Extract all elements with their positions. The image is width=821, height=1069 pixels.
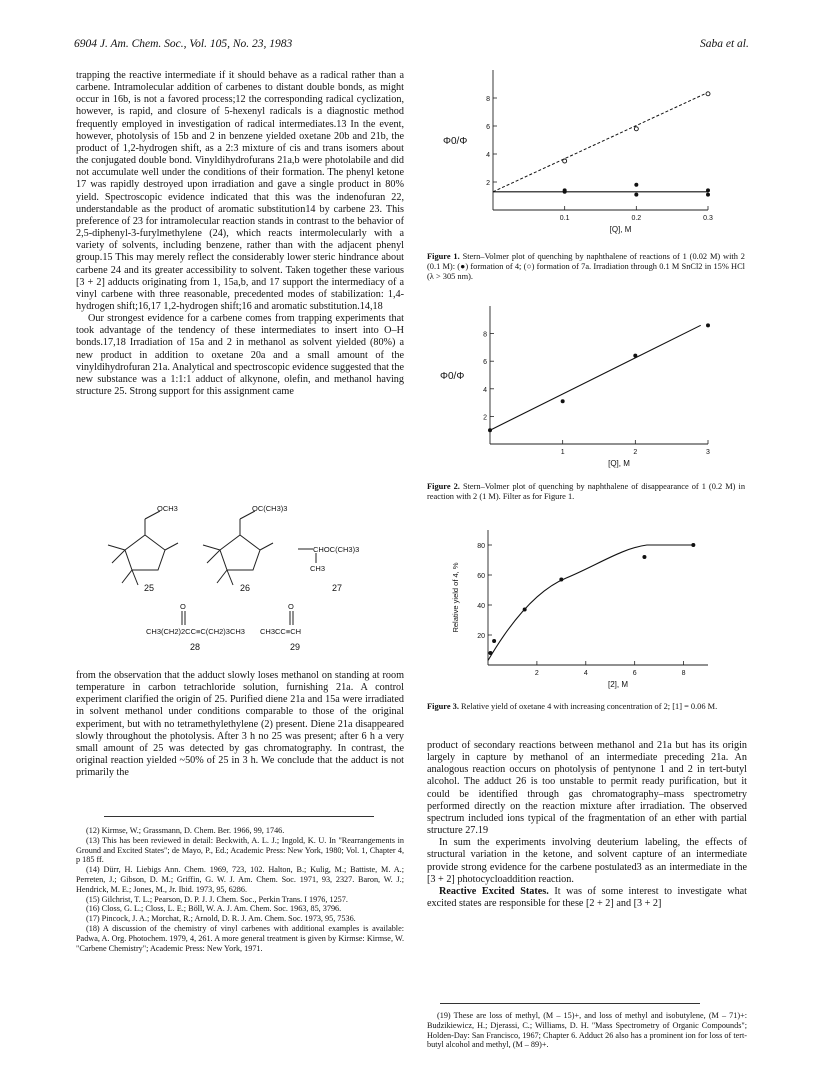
footnote: (12) Kirmse, W.; Grassmann, D. Chem. Ber. 1966, 99, 1746. [86, 826, 285, 835]
right-footnotes [427, 1011, 747, 1050]
left-footnotes [76, 826, 404, 953]
figure-3-caption [427, 702, 745, 712]
data-point [523, 608, 527, 612]
footnote: (16) Closs, G. L.; Closs, L. E.; Böll, W. A. J. Am. Chem. Soc. 1963, 85, 3796. [86, 904, 342, 914]
footnote: (18) A discussion of the chemistry of vinyl carbenes with additional examples is available: Padwa, A. Org. Photochem. 1979, 4, 261. A more general treatment is given by Kirmse: Kirmse, W. "Carbene Chemistry"; Academic Press: New York, 1971. [76, 923, 404, 953]
paragraph: Our strongest evidence for a carbene comes from trapping experiments that took advantage of the tendency of these intermediates to insert into O–H bonds.17,18 Irradiation of 15a and 2 in methanol as solvent yielded (80%) a new product in addition to oxetane 20a and a small amount of the vinyldihydrofuran 21a. Analytical and spectroscopic evidence suggested that the new substance was a 1:1:1 adduct of alkynone, olefin, and methanol having structure 25. Strong support for this assignment came [76, 313, 404, 398]
figure-1-caption-text: Stern–Volmer plot of quenching by naphthalene of reactions of 1 (0.02 M) with 2 (0.1 M): (●) formation of 4; (○) formation of 7a. Irradiation through 0.1 M SnCl2 in 15% HCl (λ > 305 nm). [427, 252, 745, 281]
paragraph: from the observation that the adduct slowly loses methanol on standing at room temperature in carbon tetrachloride solution, furnishing 21a. A control experiment clarified the origin of 25. Purified diene 21a and 15a were irradiated in solvent methanol under conditions comparable to those of the original experiment, but with no tetramethylethylene (2) present. Diene 21a disappeared slowly throughout the photolysis. After 3 h no 25 was present; after 6 h a very small amount of 25 was detected by gas chromatography. In contrast, the original reaction yielded ~50% of 25 in 3 h. We conclude that the adduct is not primarily the [76, 670, 404, 779]
data-point [706, 323, 710, 327]
fit-line [490, 325, 701, 430]
paragraph: product of secondary reactions between methanol and 21a but has its origin largely in capture by methanol of an intermediate preceding 21a. An analogous reaction occurs on photolysis of pentynone 1 and 2 in tert-butyl alcohol. The adduct 26 is too unstable to permit ready purification, but it could be identified through gas chromatography–mass spectrometry performed directly on the reaction mixture after irradiation. The observed spectrum included ions typical of the fragmentation of an ether with partial structure 27.19 [427, 740, 747, 837]
x-tick-label: 0.3 [703, 215, 713, 222]
figure-2-caption-text: Stern–Volmer plot of quenching by naphthalene of disappearance of 1 (0.2 M) in reaction with 2 (1 M). Filter as for Figure 1. [427, 482, 746, 501]
formula-29: CH3CC≡CH [260, 627, 302, 636]
data-point-filled [706, 193, 710, 197]
data-point-filled [563, 190, 567, 194]
y-tick-label: 80 [477, 543, 485, 550]
figure-2-label: Figure 2. [427, 482, 460, 491]
x-axis-label: [Q], M [608, 459, 630, 468]
y-axis-label: Φ0/Φ [440, 371, 465, 382]
x-tick-label: 2 [633, 449, 638, 456]
substituent-27-methyl: CH3 [310, 564, 326, 573]
y-tick-label: 2 [486, 180, 490, 187]
data-point [492, 639, 496, 643]
x-tick-label: 0.1 [559, 215, 570, 222]
data-point [559, 578, 563, 582]
figure-2-plot [420, 296, 730, 478]
data-point [642, 555, 646, 559]
left-column-text [76, 70, 404, 398]
x-axis-label: [2], M [607, 680, 629, 689]
paragraph [427, 886, 747, 910]
figure-3-plot [420, 520, 730, 700]
y-tick-label: 4 [483, 386, 487, 394]
paragraph: trapping the reactive intermediate if it should behave as a radical rather than a carbene. Intramolecular addition of carbenes to distant double bonds, as might occur in 16b, is not a favored process;12 the corresponding radical cyclization, however, is rapid, and closure of 5-hexenyl radicals is a diagnostic method frequently employed in investigation of radical intermediates.13 In the event, however, photolysis of 15b and 2 in benzene yielded oxetane 20b and 21b, the product of 1,2-hydrogen shift, as a 2:3 mixture of cis and trans isomers about the conjugated double bond. Vinyldihydrofurans 21a,b were photolabile and did not accumulate well under the conditions of their formation. The phenyl ketone 17 was rapidly destroyed upon irradiation and gave a single product in 80% yield. Spectroscopic evidence indicated that this was the indenofuran 22, understandable as the product of aromatic substitution14 by carbene 23. This preference of 23 for intramolecular reaction stands in contrast to the behavior of 2,5-diphenyl-3-furylmethylene (24), which reacts intermolecularly with a variety of solvents, including benzene, rather than with the adjacent phenyl group.15 This may merely reflect the considerably lower steric hindrance about carbene 24 and its greater accessibility to solvent. Taken together these various [3 + 2] adducts originating from 1, 15a,b, and 17 support the intermediacy of a vinyl carbene with three reasonable, precedented modes of stabilization: 1,4-hydrogen shift;16,17 1,2-hydrogen shift;16 and aromatic substitution.14,18 [76, 70, 404, 312]
x-axis-label: [Q], M [609, 225, 632, 234]
y-tick-label: 6 [486, 124, 490, 131]
carbonyl-oxygen-28: O [180, 602, 186, 611]
data-point-open [706, 92, 710, 96]
running-header: 6904 J. Am. Chem. Soc., Vol. 105, No. 23, 1983 [74, 38, 293, 50]
y-tick-label: 60 [477, 573, 485, 580]
figure-1-caption [427, 252, 745, 282]
data-point-filled [634, 183, 638, 187]
substituent-25: OCH3 [157, 505, 178, 513]
data-point [691, 543, 695, 547]
series-line-open [493, 92, 708, 191]
data-point-open [634, 127, 638, 131]
figure-3-label: Figure 3. [427, 702, 459, 711]
figure-1-plot [420, 60, 730, 250]
figure-1-label: Figure 1. [427, 252, 460, 261]
footnote: (13) This has been reviewed in detail: Beckwith, A. L. J.; Ingold, K. U. In "Rearrangements in Ground and Excited States"; de Mayo, P., Ed.; Academic Press: New York, 1980; Vol. 1, Chapter 4, p 185 ff. [76, 835, 404, 865]
substituent-27: CHOC(CH3)3 [313, 545, 360, 554]
y-tick-label: 8 [483, 331, 487, 339]
footnote: (17) Pincock, J. A.; Morchat, R.; Arnold, D. R. J. Am. Chem. Soc. 1973, 95, 7536. [86, 914, 356, 924]
compound-label-27: 27 [332, 583, 343, 593]
substituent-26: OC(CH3)3 [252, 505, 288, 513]
x-tick-label: 3 [706, 449, 710, 456]
x-tick-label: 0.2 [631, 215, 642, 222]
figure-2-caption [427, 482, 745, 502]
y-tick-label: 2 [483, 414, 487, 422]
x-tick-label: 1 [560, 449, 565, 456]
footnote-divider [440, 1003, 700, 1004]
y-axis-label: Φ0/Φ [443, 136, 468, 147]
data-point [561, 399, 565, 403]
data-point-filled [706, 188, 710, 192]
footnote-divider [104, 816, 374, 817]
section-heading: Reactive Excited States. [439, 885, 549, 897]
footnote: (19) These are loss of methyl, (M – 15)+, and loss of methyl and isobutylene, (M – 71)+: Budzikiewicz, H.; Djerassi, C.; Williams, D. H. "Mass Spectrometry of Organic Compounds"; Holden-Day: San Francisco, 1967; Chapter 6. Adduct 26 also has a prominent ion for loss of tert-butyl alcohol and methyl, (M – 89)+. [427, 1011, 747, 1050]
data-point [488, 651, 492, 655]
y-tick-label: 20 [477, 633, 485, 640]
carbonyl-oxygen-29: O [288, 602, 294, 611]
left-column-continuation [76, 670, 404, 779]
paragraph: In sum the experiments involving deuterium labeling, the effects of structural variation in the ketone, and solvent capture of an intermediate provide strong evidence for the carbene postulated3 as an intermediate in the [3 + 2] photocycloaddition reaction. [427, 837, 747, 885]
compound-label-28: 28 [190, 642, 201, 652]
compound-label-25: 25 [144, 583, 155, 593]
y-tick-label: 4 [486, 152, 490, 159]
y-tick-label: 6 [483, 359, 487, 367]
fit-curve [488, 545, 693, 661]
x-tick-label: 8 [681, 670, 686, 677]
y-axis-label: Relative yield of 4, % [451, 562, 460, 633]
data-point [488, 428, 492, 432]
author-header: Saba et al. [700, 38, 749, 50]
x-tick-label: 4 [583, 670, 588, 677]
data-point [633, 354, 637, 358]
footnote: (15) Gilchrist, T. L.; Pearson, D. P. J. J. Chem. Soc., Perkin Trans. I 1976, 1257. [86, 894, 348, 904]
footnote: (14) Dürr, H. Liebigs Ann. Chem. 1969, 723, 102. Halton, B.; Kulig, M.; Battiste, M. A.; Perreten, J.; Gibson, D. M.; Griffin, G. W. J. Am. Chem. Soc. 1971, 93, 2327. Baron, W. J.; Hendrick, M. E.; Jones, M., Jr. Ibid. 1973, 95, 6286. [76, 865, 404, 894]
y-tick-label: 40 [477, 603, 485, 610]
section-text: It was of some interest to investigate what excited states are responsible for these [2 + 2] and [3 + 2] [427, 885, 748, 910]
figure-3-caption-text: Relative yield of oxetane 4 with increasing concentration of 2; [1] = 0.06 M. [461, 702, 718, 711]
right-column-text [427, 740, 747, 910]
y-tick-label: 8 [486, 96, 490, 103]
formula-28: CH3(CH2)2CC≡C(CH2)3CH3 [146, 627, 245, 636]
compound-label-26: 26 [240, 583, 251, 593]
chemical-structures [100, 505, 370, 660]
x-tick-label: 6 [632, 670, 637, 677]
data-point-open [563, 159, 567, 163]
compound-label-29: 29 [290, 642, 301, 652]
x-tick-label: 2 [534, 670, 539, 677]
data-point-filled [634, 193, 638, 197]
